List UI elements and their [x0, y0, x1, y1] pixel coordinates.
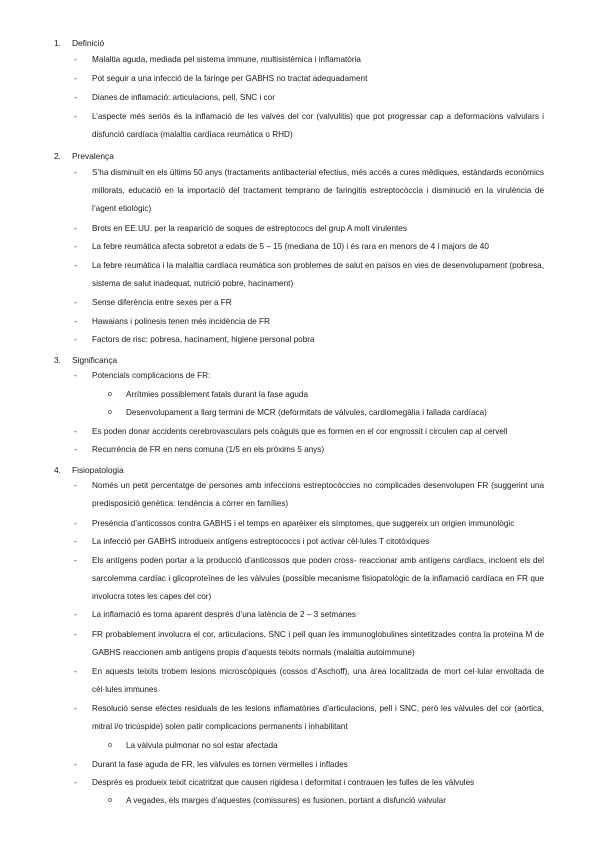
- list-item: - S’ha disminuït en els últims 50 anys (tractaments antibacterial efectius, més accés a cures mèdiques, estàndards econòmics millorats, educació en la importació del tractament temprano de faringitis estreptocòccia i disminució en la virulència de l’agent etiològic): [74, 164, 544, 217]
- sub-list-item: o Arrítmies possiblement fatals durant la fase aguda: [108, 386, 544, 404]
- list-item: - Sense diferència entre sexes per a FR: [74, 294, 544, 312]
- circle-bullet: o: [108, 391, 112, 398]
- list-item: - En aquests teixits trobem lesions microscòpiques (cossos d’Aschoff), una àrea localitzada de mort cel·lular envoltada de cèl·lules immunes: [74, 663, 544, 699]
- list-item: - Pot seguir a una infecció de la faringe per GABHS no tractat adequadament: [74, 70, 544, 88]
- list-item: - Malaltia aguda, mediada pel sistema immune, multisistèmica i inflamatòria: [74, 51, 544, 69]
- sub-list-item: o Desenvolupament a llarg termini de MCR (deformitats de vàlvules, cardiomegàlia i fallada cardíaca): [108, 404, 544, 422]
- dash-bullet: -: [74, 93, 77, 102]
- list-item: - Es poden donar accidents cerebrovasculars pels coàguls que es formen en el cor engrossit i circulen cap al cervell: [74, 423, 544, 441]
- sub-list-item: o La vàlvula pulmonar no sol estar afectada: [108, 737, 544, 755]
- section-title: Definició: [72, 38, 105, 48]
- section-number: 1.: [54, 38, 61, 48]
- list-item: - Durant la fase aguda de FR, les vàlvules es tornen vermelles i inflades: [74, 756, 544, 774]
- section-heading-fisiopatologia: [54, 464, 124, 476]
- list-item: - Brots en EE.UU. per la reaparició de soques de estreptococs del grup A molt virulentes: [74, 220, 544, 238]
- dash-bullet: -: [74, 760, 77, 769]
- dash-bullet: -: [74, 74, 77, 83]
- dash-bullet: -: [74, 371, 77, 380]
- section-title: Significança: [72, 355, 118, 365]
- dash-bullet: -: [74, 556, 77, 565]
- dash-bullet: -: [74, 317, 77, 326]
- section-number: 4.: [54, 465, 61, 475]
- dash-bullet: -: [74, 667, 77, 676]
- dash-bullet: -: [74, 112, 77, 121]
- sub-list-item: o A vegades, els marges d’aquestes (comissures) es fusionen, portant a disfunció valvular: [108, 792, 544, 810]
- dash-bullet: -: [74, 630, 77, 639]
- list-item: - Recurrència de FR en nens comuna (1/5 en els pròxims 5 anys): [74, 441, 544, 459]
- dash-bullet: -: [74, 55, 77, 64]
- dash-bullet: -: [74, 298, 77, 307]
- dash-bullet: -: [74, 427, 77, 436]
- section-heading-definicio: [54, 37, 104, 49]
- list-item: - Potencials complicacions de FR:: [74, 367, 544, 385]
- dash-bullet: -: [74, 261, 77, 270]
- dash-bullet: -: [74, 778, 77, 787]
- dash-bullet: -: [74, 445, 77, 454]
- list-item: - La febre reumàtica i la malaltia cardíaca reumàtica son problemes de salut en països en vies de desenvolupament (pobresa, sistema de salut inadequat, nutrició pobre, hacinament): [74, 257, 544, 293]
- section-number: 3.: [54, 355, 61, 365]
- list-item: - FR probablement involucra el cor, articulacions, SNC i pell quan les immunoglobulines sintetitzades contra la proteïna M de GABHS reaccionen amb antígens propis d’aquests teixits normals (malaltia autoimmune): [74, 626, 544, 662]
- list-item: - Els antígens poden portar a la producció d’anticossos que poden cross- reaccionar amb antígens cardíacs, incloent els del sarcolemma cardíac i glicoproteïnes de les vàlvules (possible mecanisme fisiopatològic de la inflamació cardíaca en FR que involucra totes les capes del cor): [74, 552, 544, 605]
- list-item: - La inflamació es torna aparent després d’una latència de 2 – 3 setmanes: [74, 606, 544, 624]
- dash-bullet: -: [74, 224, 77, 233]
- dash-bullet: -: [74, 168, 77, 177]
- section-title: Fisiopatologia: [72, 465, 124, 475]
- dash-bullet: -: [74, 481, 77, 490]
- list-item: - Presència d’anticossos contra GABHS i el temps en aparèixer els símptomes, que suggereix un origien immunològic: [74, 515, 544, 533]
- dash-bullet: -: [74, 335, 77, 344]
- list-item: - Hawaians i polinesis tenen més incidència de FR: [74, 313, 544, 331]
- dash-bullet: -: [74, 610, 77, 619]
- list-item: - La infecció per GABHS introdueix antígens estreptococcs i pot activar cèl·lules T citotòxiques: [74, 533, 544, 551]
- list-item: - Dianes de inflamació: articulacions, pell, SNC i cor: [74, 89, 544, 107]
- section-number: 2.: [54, 151, 61, 161]
- list-item: - Només un petit percentatge de persones amb infeccions estreptocòccies no complicades desenvolupen FR (suggerint una predisposició genètica: tendència a córrer en famílies): [74, 477, 544, 513]
- list-item: - Després es produeix teixit cicatritzat que causen rigidesa i deformitat i contrauen les fulles de les vàlvules: [74, 774, 544, 792]
- list-item: - Factors de risc: pobresa, hacinament, higiene personal pobra: [74, 331, 544, 349]
- dash-bullet: -: [74, 704, 77, 713]
- circle-bullet: o: [108, 742, 112, 749]
- section-heading-prevalenca: [54, 150, 114, 162]
- dash-bullet: -: [74, 537, 77, 546]
- circle-bullet: o: [108, 797, 112, 804]
- list-item: - La febre reumàtica afecta sobretot a edats de 5 – 15 (mediana de 10) i és rara en menors de 4 i majors de 40: [74, 238, 544, 256]
- section-heading-significanca: [54, 354, 117, 366]
- dash-bullet: -: [74, 242, 77, 251]
- list-item: - L’aspecte més seriós és la inflamació de les valves del cor (valvulitis) que pot progressar cap a deformacions valvulars i disfunció cardíaca (malaltia cardíaca reumàtica o RHD): [74, 108, 544, 144]
- section-title: Prevalença: [72, 151, 114, 161]
- list-item: - Resolució sense efectes residuals de les lesions inflamatòries d’articulacions, pell i SNC, però les vàlvules del cor (aòrtica, mitral i/o tricúspide) solen patir complicacions permanents i inhabilitant: [74, 700, 544, 736]
- dash-bullet: -: [74, 519, 77, 528]
- circle-bullet: o: [108, 409, 112, 416]
